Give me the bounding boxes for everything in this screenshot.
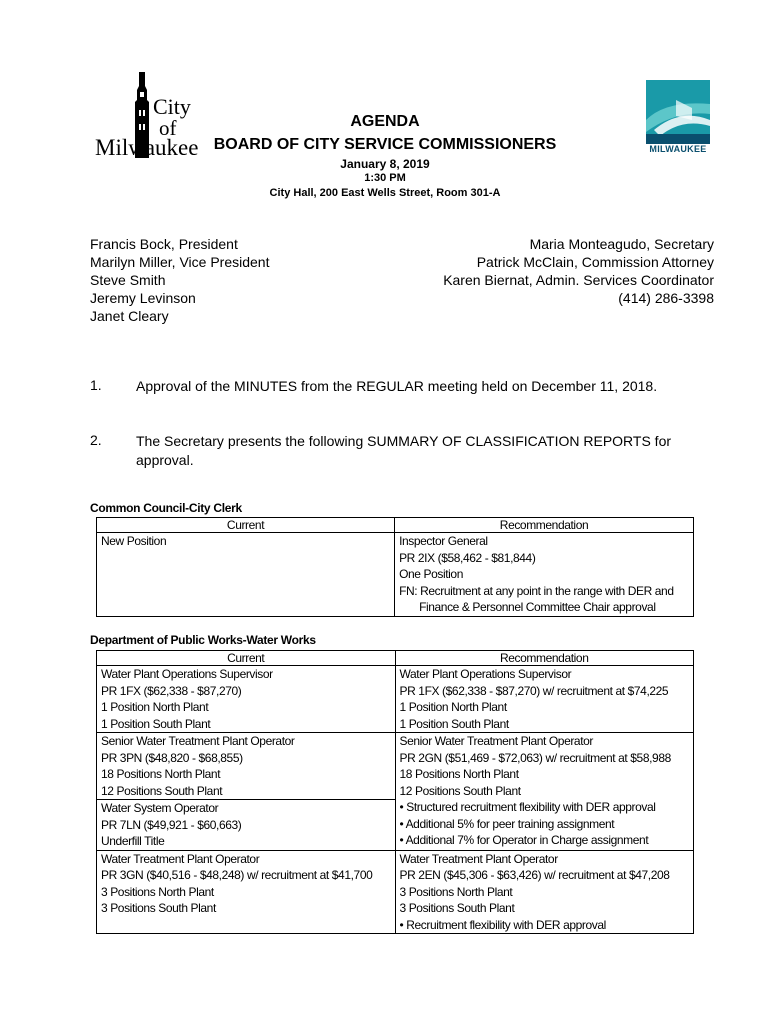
staff-name: Patrick McClain, Commission Attorney — [476, 254, 714, 270]
recommendation-cell — [395, 733, 694, 851]
agenda-title: AGENDA — [350, 113, 420, 130]
cell-line: PR 3GN ($40,516 - $48,248) w/ recruitment at $41,700 — [101, 868, 373, 882]
current-cell — [97, 666, 396, 733]
meeting-location: City Hall, 200 East Wells Street, Room 301-A — [269, 187, 501, 199]
member-name: Janet Cleary — [90, 308, 169, 324]
commissioners-list — [90, 235, 410, 325]
member-name: Marilyn Miller, Vice President — [90, 254, 270, 270]
cell-line: PR 3PN ($48,820 - $68,855) — [101, 750, 243, 765]
cell-line: Finance & Personnel Committee Chair approval — [419, 600, 656, 614]
cell-line: 18 Positions North Plant — [101, 767, 221, 781]
column-header-current: Current — [97, 651, 396, 666]
milwaukee-wave-icon — [646, 80, 710, 144]
recommendation-cell — [395, 533, 694, 617]
cell-line: PR 1FX ($62,338 - $87,270) w/ recruitment at $74,225 — [399, 683, 669, 698]
section-title: Common Council-City Clerk — [90, 501, 242, 515]
meeting-date: January 8, 2019 — [340, 157, 430, 171]
cell-line: 12 Positions South Plant — [399, 783, 521, 798]
board-name: BOARD OF CITY SERVICE COMMISSIONERS — [213, 136, 557, 153]
current-cell — [97, 850, 396, 934]
current-cell — [97, 800, 396, 851]
column-header-recommendation: Recommendation — [395, 518, 694, 533]
cell-line: 18 Positions North Plant — [399, 767, 519, 781]
classification-table — [96, 650, 694, 934]
cell-line: FN: Recruitment at any point in the range with DER and — [399, 583, 674, 598]
cell-line: 1 Position South Plant — [399, 716, 509, 731]
item-number: 1. — [90, 377, 102, 393]
recommendation-cell — [395, 666, 694, 733]
cell-line: Inspector General — [399, 534, 488, 548]
cell-line: Water Treatment Plant Operator — [399, 851, 558, 866]
city-logo-line3: Milwaukee — [95, 135, 199, 160]
member-name: Jeremy Levinson — [90, 290, 196, 306]
cell-line: One Position — [399, 567, 463, 581]
city-logo-line2: of — [159, 116, 177, 140]
meeting-time: 1:30 PM — [364, 172, 406, 184]
member-name: Steve Smith — [90, 272, 166, 288]
column-header-recommendation: Recommendation — [395, 651, 694, 666]
cell-line: 3 Positions South Plant — [101, 901, 216, 915]
cell-line: Senior Water Treatment Plant Operator — [399, 734, 594, 748]
item-text: The Secretary presents the following SUMMARY OF CLASSIFICATION REPORTS for approval. — [136, 433, 672, 468]
cell-line: • Structured recruitment flexibility with DER approval — [399, 800, 656, 814]
cell-line: 1 Position South Plant — [101, 716, 211, 731]
cell-line: 1 Position North Plant — [399, 700, 507, 714]
column-header-current: Current — [97, 518, 395, 533]
current-cell — [97, 533, 395, 617]
cell-line: PR 1FX ($62,338 - $87,270) — [101, 683, 242, 698]
staff-name: Maria Monteagudo, Secretary — [529, 236, 714, 252]
cell-line: PR 2EN ($45,306 - $63,426) w/ recruitment at $47,208 — [399, 868, 670, 882]
cell-line: • Recruitment flexibility with DER approval — [399, 917, 606, 932]
cell-line: Senior Water Treatment Plant Operator — [101, 734, 295, 748]
cell-line: • Additional 7% for Operator in Charge assignment — [399, 833, 649, 847]
contact-phone: (414) 286-3398 — [618, 290, 714, 306]
cell-line: Water System Operator — [101, 801, 219, 815]
staff-name: Karen Biernat, Admin. Services Coordinator — [443, 272, 714, 288]
member-name: Francis Bock, President — [90, 236, 238, 252]
milwaukee-wordmark: MILWAUKEE — [649, 144, 707, 154]
cell-line: Underfill Title — [101, 834, 165, 848]
recommendation-cell — [395, 850, 694, 934]
cell-line: 3 Positions South Plant — [399, 901, 515, 915]
item-text: Approval of the MINUTES from the REGULAR meeting held on December 11, 2018. — [136, 378, 658, 394]
cell-line: Water Plant Operations Supervisor — [399, 667, 572, 681]
item-number: 2. — [90, 432, 102, 448]
cell-line: 1 Position North Plant — [101, 700, 209, 714]
current-cell — [97, 733, 396, 800]
cell-line: Water Plant Operations Supervisor — [101, 667, 273, 681]
cell-line: 3 Positions North Plant — [101, 884, 214, 899]
section-title: Department of Public Works-Water Works — [90, 633, 316, 647]
cell-line: Water Treatment Plant Operator — [101, 851, 260, 866]
cell-line: PR 2IX ($58,462 - $81,844) — [399, 550, 536, 565]
classification-table — [96, 517, 694, 617]
cell-line: PR 2GN ($51,469 - $72,063) w/ recruitment at $58,988 — [399, 750, 671, 765]
staff-list — [390, 235, 714, 307]
cell-line: 12 Positions South Plant — [101, 783, 223, 798]
cell-line: New Position — [101, 534, 167, 548]
cell-line: PR 7LN ($49,921 - $60,663) — [101, 817, 242, 832]
cell-line: • Additional 5% for peer training assignment — [399, 816, 615, 831]
cell-line: 3 Positions North Plant — [399, 884, 513, 899]
city-logo-line1: City — [153, 94, 191, 119]
